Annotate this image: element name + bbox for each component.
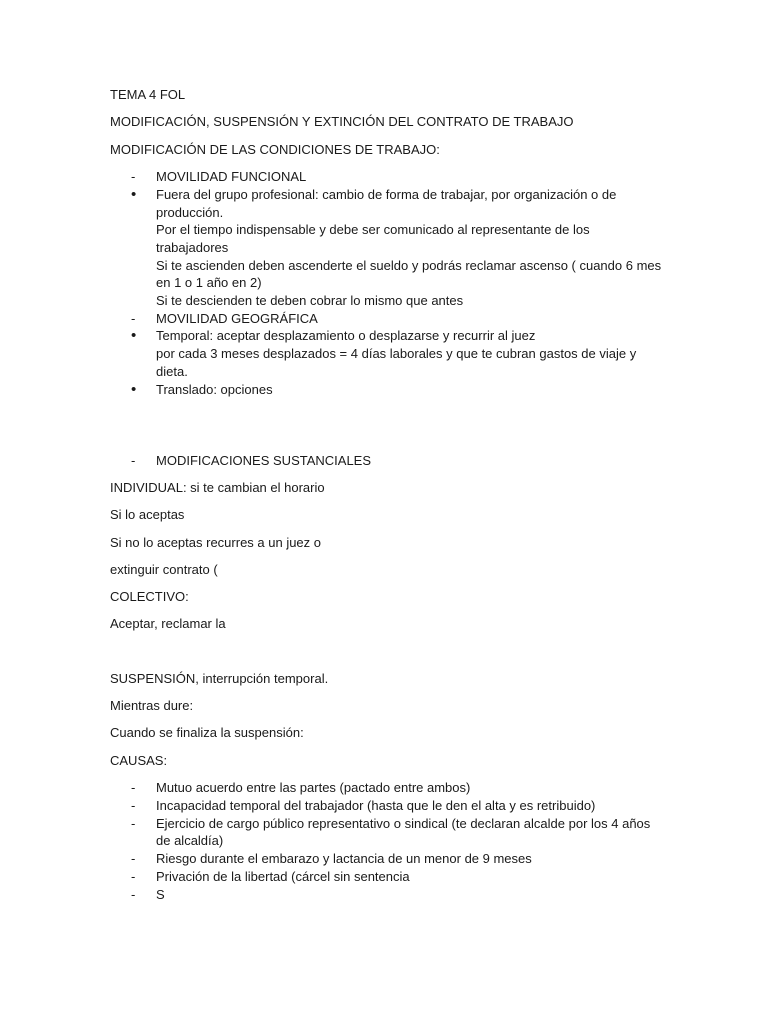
dash-marker: - <box>131 816 136 831</box>
list-item-translado: Translado: opciones <box>156 382 273 397</box>
list-item-line: Fuera del grupo profesional: cambio de forma de trabajar, por organización o de <box>156 187 617 202</box>
bullet-marker: • <box>131 381 137 398</box>
dash-marker: - <box>131 169 136 184</box>
list-item-movilidad-geografica: MOVILIDAD GEOGRÁFICA <box>156 311 318 326</box>
list-item-line: dieta. <box>156 364 188 379</box>
dash-marker: - <box>131 780 136 795</box>
paragraph-mientras: Mientras dure: <box>110 698 194 713</box>
paragraph-individual: INDIVIDUAL: si te cambian el horario <box>110 480 325 495</box>
paragraph-colectivo: COLECTIVO: <box>110 589 189 604</box>
list-item-movilidad-funcional: MOVILIDAD FUNCIONAL <box>156 169 307 184</box>
list-item-line: Temporal: aceptar desplazamiento o desplazarse y recurrir al juez <box>156 328 536 343</box>
list-item-causa: Privación de la libertad (cárcel sin sentencia <box>156 869 410 884</box>
list-item-line: producción. <box>156 205 224 220</box>
dash-marker: - <box>131 887 136 902</box>
list-item-line: Si te descienden te deben cobrar lo mismo que antes <box>156 293 464 308</box>
list-item-causa: Riesgo durante el embarazo y lactancia de un menor de 9 meses <box>156 851 532 866</box>
dash-marker: - <box>131 453 136 468</box>
section-heading-suspension: SUSPENSIÓN, interrupción temporal. <box>110 671 329 686</box>
list-item-line: Por el tiempo indispensable y debe ser comunicado al representante de los <box>156 222 590 237</box>
paragraph-extinguir: extinguir contrato ( <box>110 562 218 577</box>
paragraph-si-aceptas: Si lo aceptas <box>110 507 185 522</box>
paragraph-cuando: Cuando se finaliza la suspensión: <box>110 725 304 740</box>
section-heading-modificacion: MODIFICACIÓN DE LAS CONDICIONES DE TRABAJO: <box>110 142 440 157</box>
list-item-line: en 1 o 1 año en 2) <box>156 275 262 290</box>
paragraph-causas: CAUSAS: <box>110 753 168 768</box>
list-item-causa-cont: de alcaldía) <box>156 833 224 848</box>
list-item-causa: Ejercicio de cargo público representativo o sindical (te declaran alcalde por los 4 años <box>156 816 651 831</box>
dash-marker: - <box>131 311 136 326</box>
list-item-causa: Mutuo acuerdo entre las partes (pactado entre ambos) <box>156 780 471 795</box>
doc-subtitle: MODIFICACIÓN, SUSPENSIÓN Y EXTINCIÓN DEL CONTRATO DE TRABAJO <box>110 114 574 129</box>
bullet-marker: • <box>131 327 137 344</box>
list-item-modificaciones: MODIFICACIONES SUSTANCIALES <box>156 453 372 468</box>
doc-title: TEMA 4 FOL <box>110 87 186 102</box>
dash-marker: - <box>131 869 136 884</box>
paragraph-no-aceptas: Si no lo aceptas recurres a un juez o <box>110 535 322 550</box>
list-item-line: por cada 3 meses desplazados = 4 días laborales y que te cubran gastos de viaje y <box>156 346 637 361</box>
list-item-causa: S <box>156 887 165 902</box>
paragraph-aceptar: Aceptar, reclamar la <box>110 616 226 631</box>
list-item-line: Si te ascienden deben ascenderte el sueldo y podrás reclamar ascenso ( cuando 6 mes <box>156 258 662 273</box>
dash-marker: - <box>131 798 136 813</box>
bullet-marker: • <box>131 186 137 203</box>
dash-marker: - <box>131 851 136 866</box>
list-item-line: trabajadores <box>156 240 229 255</box>
list-item-causa: Incapacidad temporal del trabajador (hasta que le den el alta y es retribuido) <box>156 798 596 813</box>
